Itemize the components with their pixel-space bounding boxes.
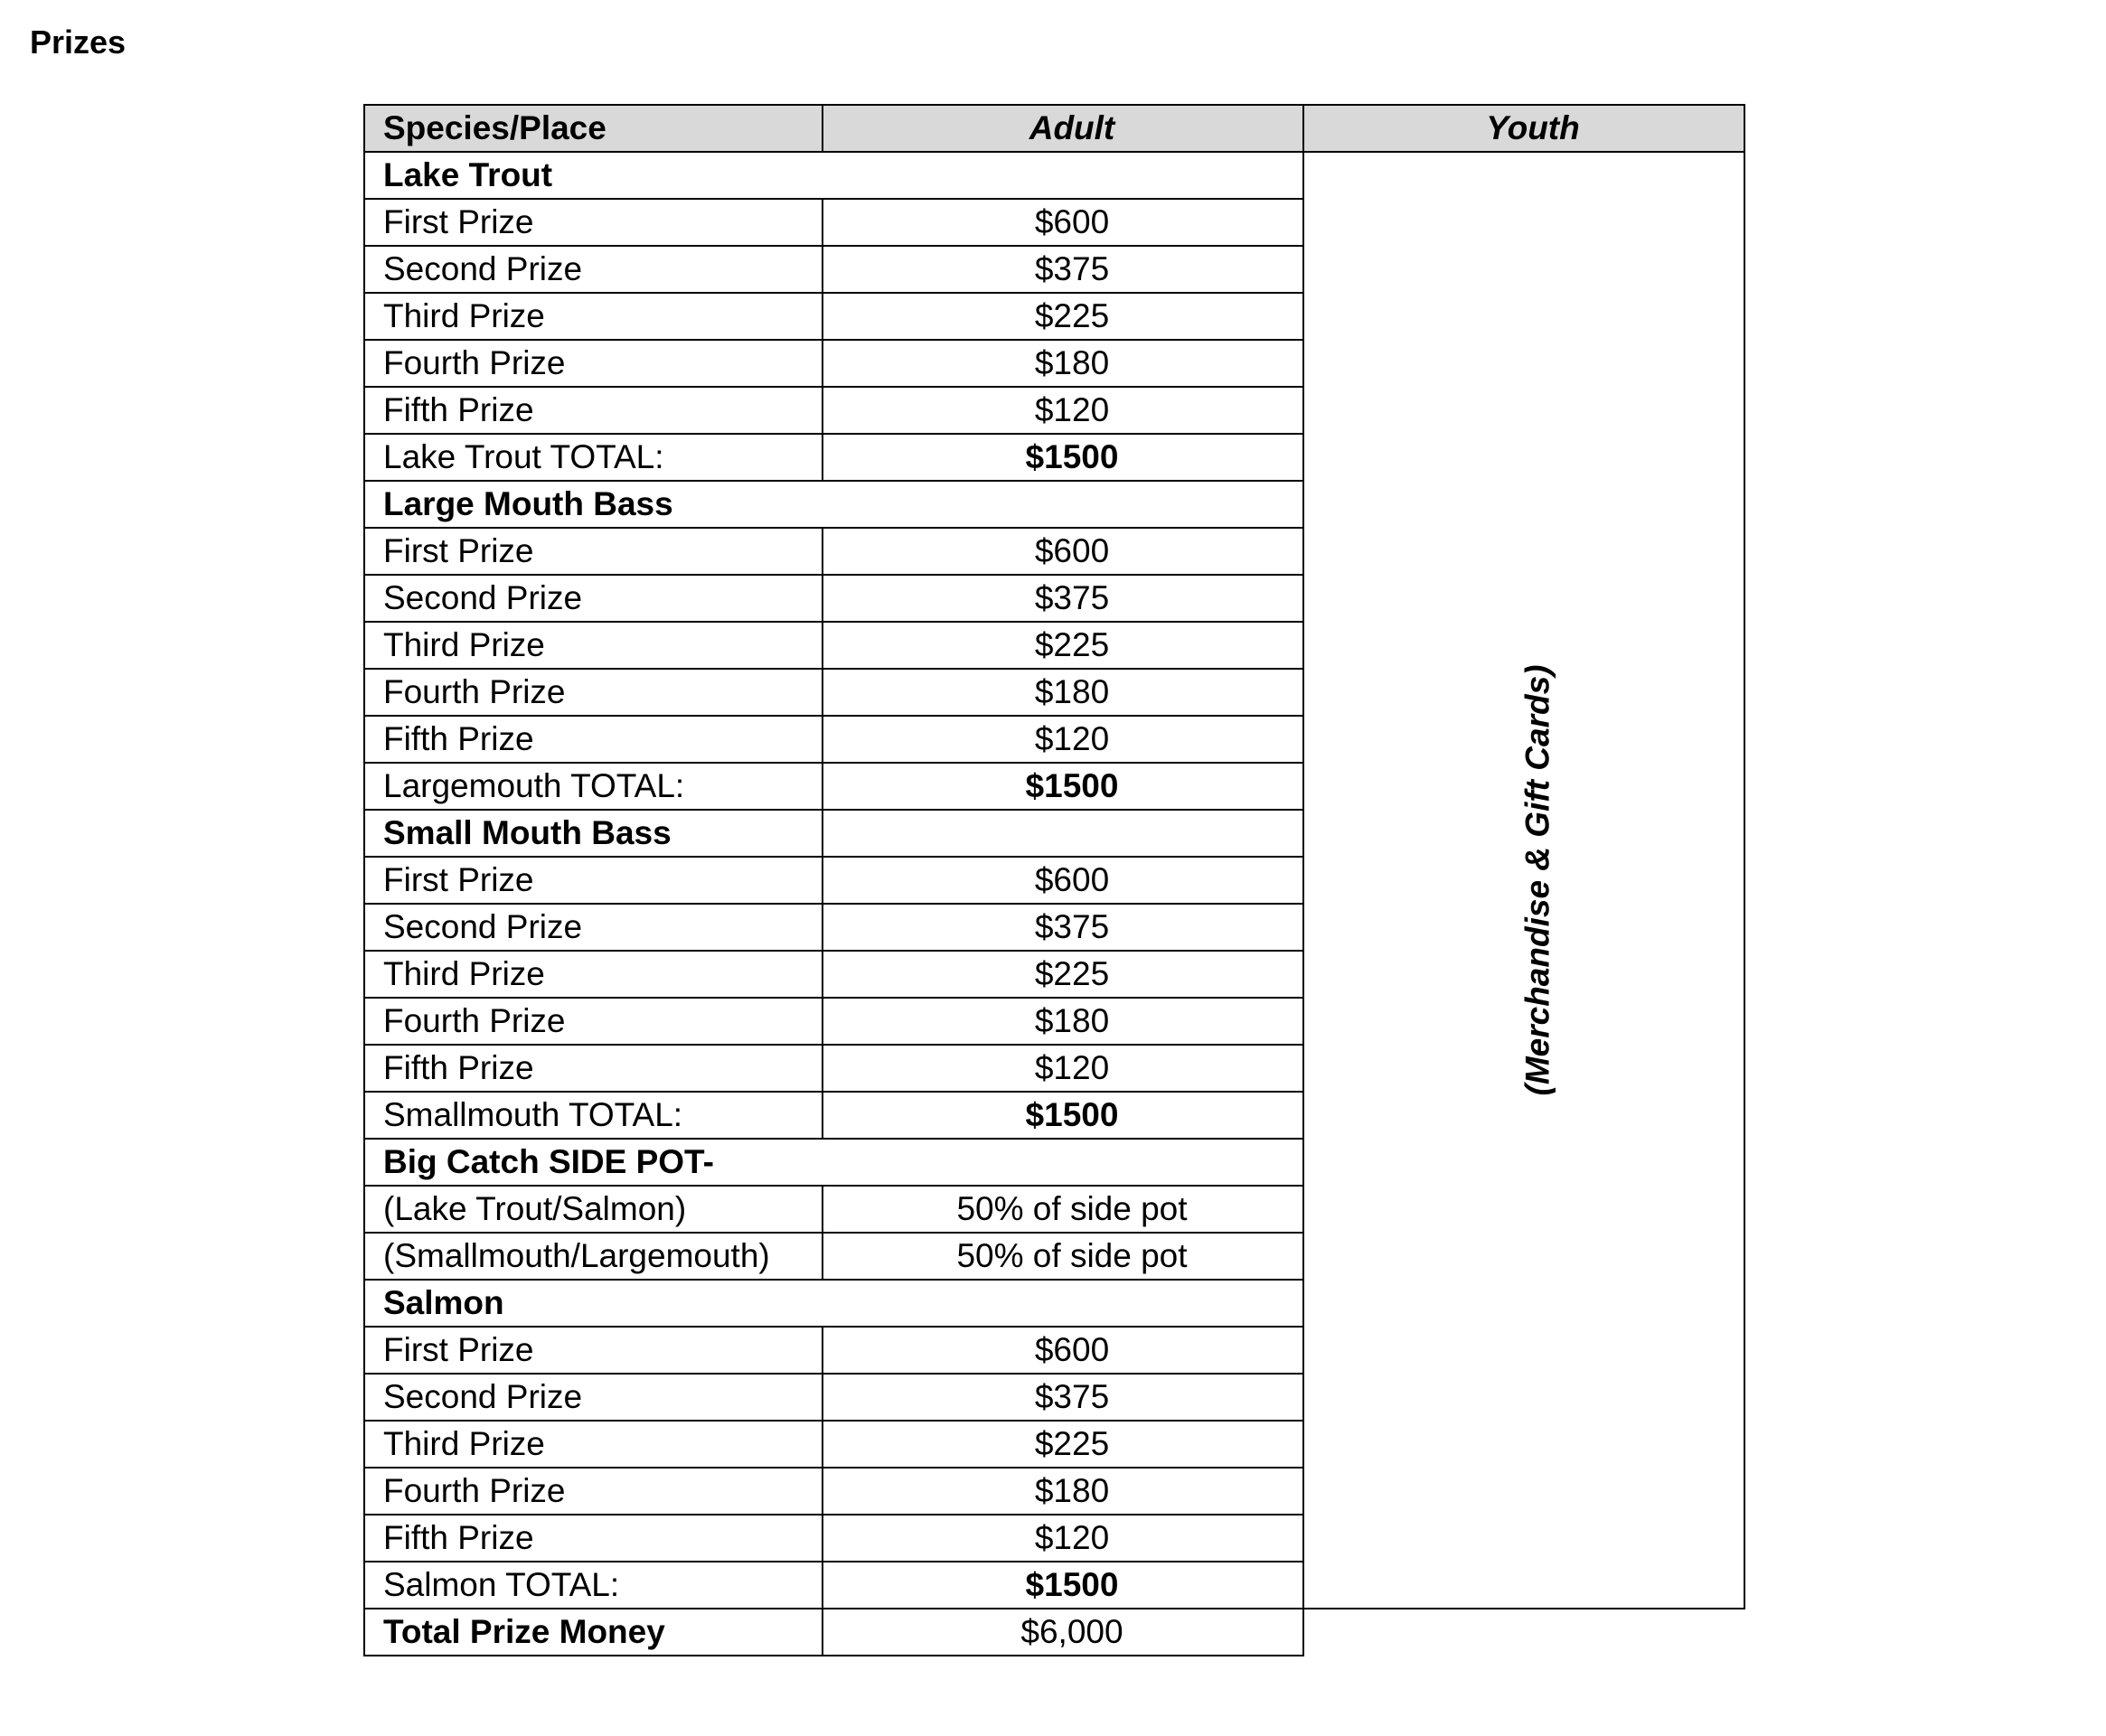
header-species-place: Species/Place — [364, 105, 823, 152]
grand-total-row — [364, 1609, 1744, 1656]
adult-value: $180 — [823, 669, 1303, 716]
place-label: Third Prize — [364, 293, 823, 340]
place-label: Fourth Prize — [364, 998, 823, 1045]
section-title-large-mouth-bass: Large Mouth Bass — [364, 481, 1303, 528]
total-label: Smallmouth TOTAL: — [364, 1092, 823, 1139]
place-label: First Prize — [364, 528, 823, 575]
adult-value: $120 — [823, 716, 1303, 763]
total-value: $1500 — [823, 1562, 1303, 1609]
place-label: First Prize — [364, 1327, 823, 1374]
header-youth: Youth — [1303, 105, 1744, 152]
total-value: $1500 — [823, 1092, 1303, 1139]
place-label: Third Prize — [364, 951, 823, 998]
table-header-row — [364, 105, 1744, 152]
adult-value: $600 — [823, 199, 1303, 246]
adult-value: $225 — [823, 951, 1303, 998]
adult-value: $180 — [823, 1468, 1303, 1515]
grand-total-value: $6,000 — [823, 1609, 1303, 1656]
adult-value: $375 — [823, 246, 1303, 293]
total-value: $1500 — [823, 434, 1303, 481]
place-label: (Lake Trout/Salmon) — [364, 1186, 823, 1233]
adult-value: $600 — [823, 528, 1303, 575]
place-label: Fourth Prize — [364, 669, 823, 716]
place-label: Second Prize — [364, 246, 823, 293]
adult-value: $600 — [823, 1327, 1303, 1374]
adult-value: $180 — [823, 998, 1303, 1045]
adult-value: $600 — [823, 857, 1303, 904]
total-label: Largemouth TOTAL: — [364, 763, 823, 810]
adult-value: $120 — [823, 1515, 1303, 1562]
section-row-lake-trout — [364, 152, 1744, 199]
adult-value: $180 — [823, 340, 1303, 387]
adult-value: 50% of side pot — [823, 1186, 1303, 1233]
place-label: Second Prize — [364, 904, 823, 951]
header-adult: Adult — [823, 105, 1303, 152]
section-title-small-mouth-bass: Small Mouth Bass — [364, 810, 823, 857]
adult-value: $225 — [823, 1421, 1303, 1468]
place-label: Fifth Prize — [364, 1045, 823, 1092]
empty-adult-cell — [823, 810, 1303, 857]
adult-value: $225 — [823, 622, 1303, 669]
place-label: Second Prize — [364, 1374, 823, 1421]
place-label: First Prize — [364, 199, 823, 246]
adult-value: $225 — [823, 293, 1303, 340]
place-label: Fourth Prize — [364, 340, 823, 387]
grand-total-label: Total Prize Money — [364, 1609, 823, 1656]
adult-value: $120 — [823, 1045, 1303, 1092]
place-label: Third Prize — [364, 1421, 823, 1468]
youth-prize-note: (Merchandise & Gift Cards) — [1518, 664, 1556, 1096]
place-label: First Prize — [364, 857, 823, 904]
adult-value: $375 — [823, 575, 1303, 622]
section-title-lake-trout: Lake Trout — [364, 152, 1303, 199]
youth-prize-cell — [1303, 152, 1744, 1609]
page-title: Prizes — [30, 23, 127, 61]
prize-table — [363, 104, 1745, 1656]
place-label: (Smallmouth/Largemouth) — [364, 1233, 823, 1280]
adult-value: $120 — [823, 387, 1303, 434]
total-label: Salmon TOTAL: — [364, 1562, 823, 1609]
place-label: Fifth Prize — [364, 716, 823, 763]
place-label: Second Prize — [364, 575, 823, 622]
place-label: Fourth Prize — [364, 1468, 823, 1515]
adult-value: $375 — [823, 904, 1303, 951]
total-label: Lake Trout TOTAL: — [364, 434, 823, 481]
place-label: Third Prize — [364, 622, 823, 669]
section-title-salmon: Salmon — [364, 1280, 1303, 1327]
adult-value: $375 — [823, 1374, 1303, 1421]
total-value: $1500 — [823, 763, 1303, 810]
adult-value: 50% of side pot — [823, 1233, 1303, 1280]
place-label: Fifth Prize — [364, 1515, 823, 1562]
place-label: Fifth Prize — [364, 387, 823, 434]
section-title-side-pot: Big Catch SIDE POT- — [364, 1139, 1303, 1186]
